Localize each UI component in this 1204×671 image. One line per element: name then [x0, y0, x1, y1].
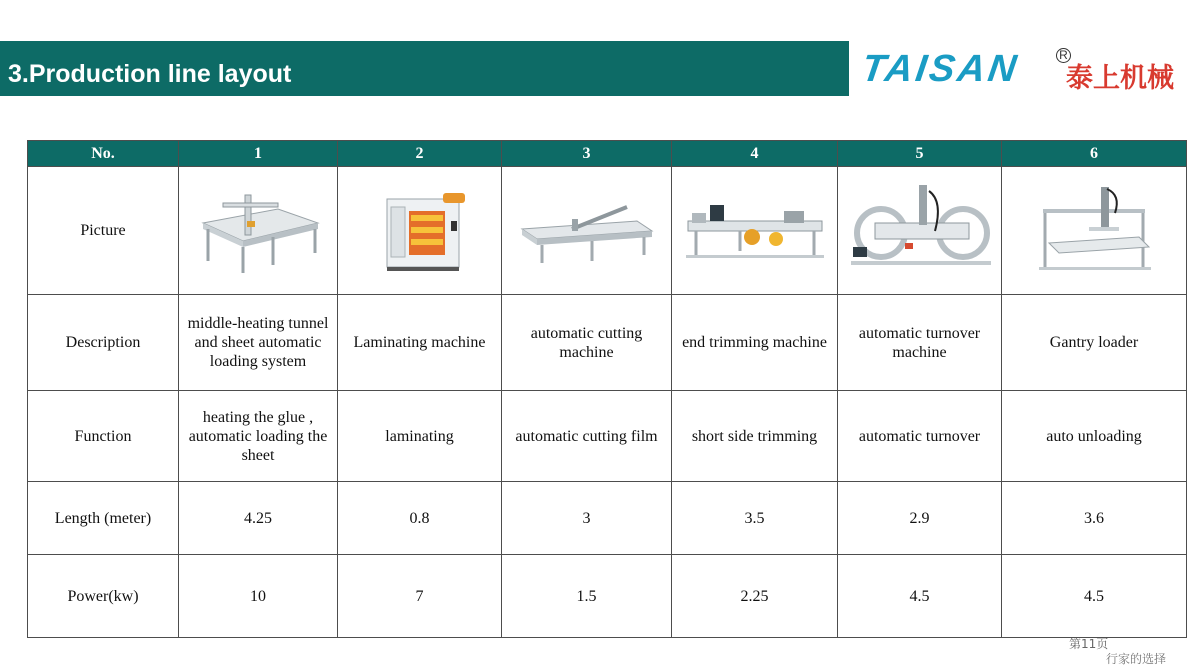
header-col-5: 5	[838, 141, 1002, 167]
power-cell: 4.5	[1002, 555, 1187, 638]
heating-tunnel-machine-image	[183, 181, 333, 281]
picture-turnover	[838, 167, 1002, 295]
length-cell: 0.8	[338, 482, 502, 555]
table-row-power	[28, 555, 1187, 638]
power-cell: 10	[179, 555, 338, 638]
table-row-function	[28, 391, 1187, 482]
row-label-function: Function	[28, 391, 179, 482]
description-cell: end trimming machine	[672, 295, 838, 391]
table-row-picture	[28, 167, 1187, 295]
end-trimming-machine-image	[680, 181, 830, 281]
description-cell: Gantry loader	[1002, 295, 1187, 391]
header-col-4: 4	[672, 141, 838, 167]
logo-latin-text: TAISAN	[859, 48, 1022, 90]
laminating-machine-image	[345, 181, 495, 281]
function-cell: short side trimming	[672, 391, 838, 482]
function-cell: laminating	[338, 391, 502, 482]
length-cell: 3.6	[1002, 482, 1187, 555]
length-cell: 3	[502, 482, 672, 555]
production-line-table	[27, 140, 1187, 638]
title-banner	[0, 41, 849, 96]
description-cell: middle-heating tunnel and sheet automatic loading system	[179, 295, 338, 391]
page-title: 3.Production line layout	[8, 60, 292, 88]
table-row-description	[28, 295, 1187, 391]
header-no: No.	[28, 141, 179, 167]
picture-laminating	[338, 167, 502, 295]
row-label-length: Length (meter)	[28, 482, 179, 555]
table-row-length	[28, 482, 1187, 555]
header-col-6: 6	[1002, 141, 1187, 167]
watermark-text: 行家的选择	[1106, 652, 1167, 666]
power-cell: 7	[338, 555, 502, 638]
picture-end-trimming	[672, 167, 838, 295]
function-cell: automatic turnover	[838, 391, 1002, 482]
page-number: 第11页	[1069, 637, 1109, 651]
table-header-row	[28, 141, 1187, 167]
header-col-3: 3	[502, 141, 672, 167]
picture-heating-tunnel	[179, 167, 338, 295]
length-cell: 4.25	[179, 482, 338, 555]
cutting-machine-image	[512, 181, 662, 281]
description-cell: Laminating machine	[338, 295, 502, 391]
picture-cutting	[502, 167, 672, 295]
function-cell: automatic cutting film	[502, 391, 672, 482]
length-cell: 3.5	[672, 482, 838, 555]
header-col-1: 1	[179, 141, 338, 167]
turnover-machine-image	[845, 181, 995, 281]
description-cell: automatic cutting machine	[502, 295, 672, 391]
row-label-picture: Picture	[28, 167, 179, 295]
picture-gantry-loader	[1002, 167, 1187, 295]
company-logo	[859, 44, 1197, 94]
power-cell: 2.25	[672, 555, 838, 638]
power-cell: 1.5	[502, 555, 672, 638]
gantry-loader-image	[1019, 181, 1169, 281]
function-cell: auto unloading	[1002, 391, 1187, 482]
power-cell: 4.5	[838, 555, 1002, 638]
description-cell: automatic turnover machine	[838, 295, 1002, 391]
row-label-power: Power(kw)	[28, 555, 179, 638]
header-col-2: 2	[338, 141, 502, 167]
function-cell: heating the glue , automatic loading the sheet	[179, 391, 338, 482]
logo-chinese-text: 泰上机械	[1066, 63, 1174, 94]
registered-mark: R	[1056, 48, 1071, 63]
row-label-description: Description	[28, 295, 179, 391]
length-cell: 2.9	[838, 482, 1002, 555]
